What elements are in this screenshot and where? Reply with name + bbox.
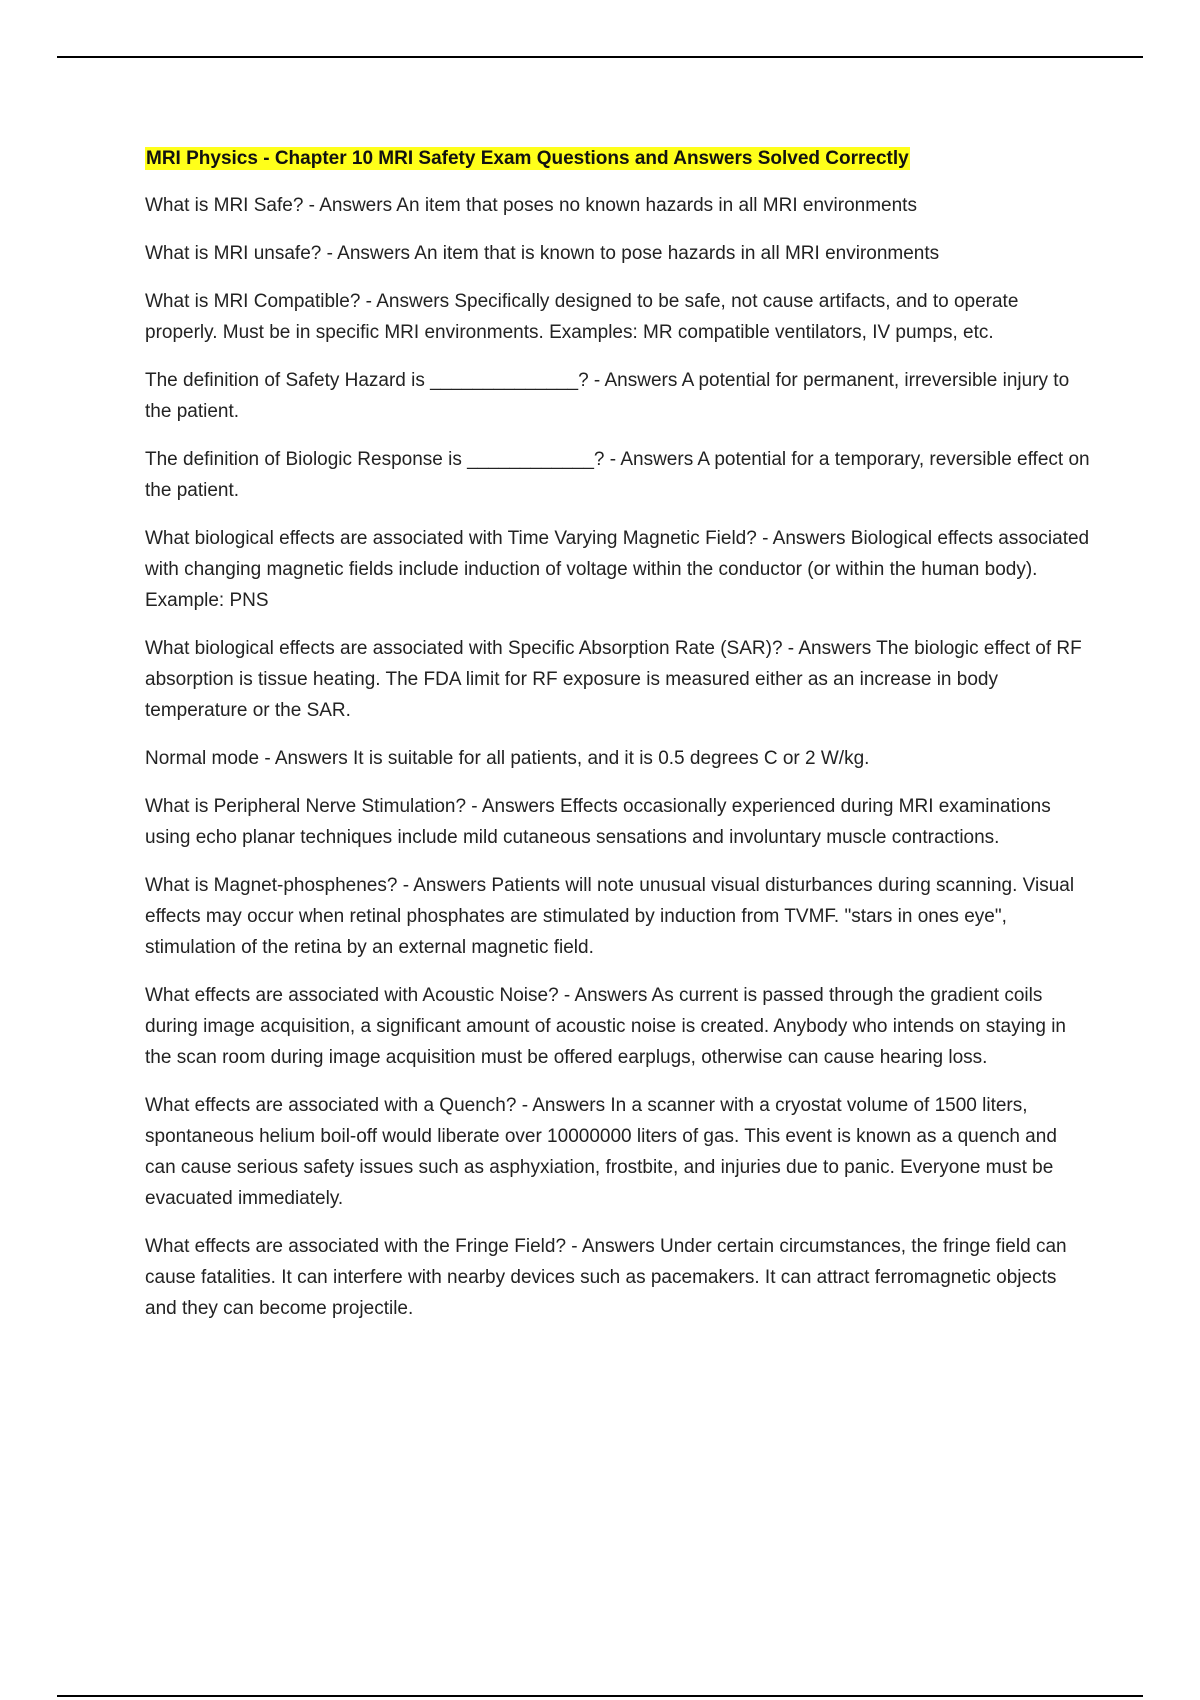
qa-entry-fringe-field: What effects are associated with the Fringe Field? - Answers Under certain circumstances, the fringe field can cause fatalities. It can interfere with nearby devices such as pacemakers. It can attract ferromagnetic objects and they can become projectile. — [145, 1236, 1067, 1319]
header-rule — [57, 56, 1143, 58]
qa-entry-pns: What is Peripheral Nerve Stimulation? - Answers Effects occasionally experienced during MRI examinations using echo planar techniques include mild cutaneous sensations and involuntary muscle contractions. — [145, 796, 1051, 848]
qa-entry-mri-unsafe: What is MRI unsafe? - Answers An item that is known to pose hazards in all MRI environments — [145, 243, 940, 264]
document-body — [145, 145, 1090, 1341]
footer-rule — [57, 1695, 1143, 1697]
document-title: MRI Physics - Chapter 10 MRI Safety Exam Questions and Answers Solved Correctly — [146, 148, 909, 169]
qa-entry-acoustic-noise: What effects are associated with Acoustic Noise? - Answers As current is passed through the gradient coils during image acquisition, a significant amount of acoustic noise is created. Anybody who intends on staying in the scan room during image acquisition must be offered earplugs, otherwise can cause hearing loss. — [145, 985, 1066, 1068]
qa-entry-sar: What biological effects are associated with Specific Absorption Rate (SAR)? - Answers The biologic effect of RF absorption is tissue heating. The FDA limit for RF exposure is measured either as an increase in body temperature or the SAR. — [145, 638, 1082, 721]
qa-entry-mri-safe: What is MRI Safe? - Answers An item that poses no known hazards in all MRI environments — [145, 195, 917, 216]
qa-entry-magnetophosphenes: What is Magnet-phosphenes? - Answers Patients will note unusual visual disturbances during scanning. Visual effects may occur when retinal phosphates are stimulated by induction from TVMF. "stars in ones eye", stimulation of the retina by an external magnetic field. — [145, 875, 1075, 958]
qa-entry-normal-mode: Normal mode - Answers It is suitable for all patients, and it is 0.5 degrees C or 2 W/kg. — [145, 748, 870, 769]
qa-entry-biologic-response: The definition of Biologic Response is ____________? - Answers A potential for a temporary, reversible effect on the patient. — [145, 449, 1090, 501]
qa-entry-time-varying-field: What biological effects are associated with Time Varying Magnetic Field? - Answers Biological effects associated with changing magnetic fields include induction of voltage within the conductor (or within the human body). Example: PNS — [145, 528, 1090, 611]
title-block — [145, 145, 1090, 173]
qa-entry-quench: What effects are associated with a Quench? - Answers In a scanner with a cryostat volume of 1500 liters, spontaneous helium boil-off would liberate over 10000000 liters of gas. This event is known as a quench and can cause serious safety issues such as asphyxiation, frostbite, and injuries due to panic. Everyone must be evacuated immediately. — [145, 1095, 1057, 1209]
qa-entry-mri-compatible: What is MRI Compatible? - Answers Specifically designed to be safe, not cause artifacts, and to operate properly. Must be in specific MRI environments. Examples: MR compatible ventilators, IV pumps, etc. — [145, 291, 1019, 343]
qa-entry-safety-hazard: The definition of Safety Hazard is ______________? - Answers A potential for permanent, irreversible injury to the patient. — [145, 370, 1070, 422]
